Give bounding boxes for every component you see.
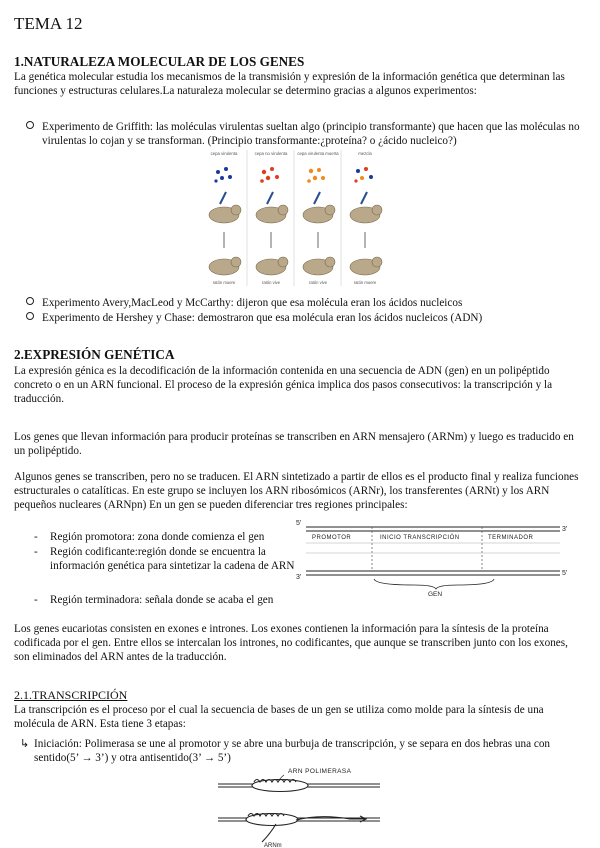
diagram-label: ARN POLIMERASA <box>288 768 352 775</box>
strand-end-label: 3' <box>296 574 302 581</box>
bullet-circle-icon <box>26 312 34 320</box>
region-guides <box>306 543 560 553</box>
section-2-paragraph: La expresión génica es la decodificación de la información contenida en una secuencia de ADN (gen) en un polipéptido concreto o en un ARN funcional. El proceso de la expresión génica implica dos pasos consecutivos: la transcripción y la traducción. <box>14 365 553 406</box>
region-text: Región terminadora: señala donde se acaba el gen <box>50 594 274 606</box>
bullet-text: Experimento Avery,MacLeod y McCarthy: dijeron que esa molécula eran los ácidos nucleicos <box>42 297 463 309</box>
diagram-label: ARNm <box>264 843 282 848</box>
bullet-avery <box>26 296 586 310</box>
section-2-1-paragraph: La transcripción es el proceso por el cual la secuencia de bases de un gen se utiliza como molde para la síntesis de una molécula de ARN. Esta tiene 3 etapas: <box>14 704 544 731</box>
figure-label: cepa virulenta <box>210 151 238 156</box>
section-2-heading: 2.EXPRESIÓN GENÉTICA <box>14 347 175 362</box>
figure-label: cepa no virulenta <box>254 151 288 156</box>
gene-region-label: PROMOTOR <box>312 535 352 541</box>
syringe-icons <box>220 192 367 204</box>
gene-brace <box>374 579 494 589</box>
gene-region-label: INICIO TRANSCRIPCIÓN <box>380 535 460 541</box>
figure-label: mezcla <box>358 151 372 156</box>
section-2-1-heading: 2.1.TRANSCRIPCIÓN <box>14 688 128 702</box>
section-1-intro: La genética molecular estudia los mecanismos de la transmisión y expresión de la información genética que determinan las funciones y estructuras celulares.La naturaleza molecular se determino gracias a algunos experimentos: <box>14 71 565 98</box>
section-2-paragraph: Algunos genes se transcriben, pero no se traducen. El ARN sintetizado a partir de ellos es el producto final y realiza funciones estructurales o catalíticas. En este grupo se incluyen los ARN ribosómicos (ARNr), los transferentes (ARNt) y los ARN pequeños nucleares (ARNpn) En un gen se pueden diferenciar tres regiones principales: <box>14 471 579 512</box>
figure-outcome: ratón vive <box>261 280 281 285</box>
section-2-paragraph: Los genes eucariotas consisten en exones e intrones. Los exones contienen la información para la síntesis de la proteína codificada por el gen. Entre ellos se intercalan los intrones, no codificantes, que aunque se transcriben junto con los exones, son eliminados del ARN antes de la traducción. <box>14 623 568 664</box>
bullet-text: Experimento de Hershey y Chase: demostraron que esa molécula eran los ácidos nucleicos (ADN) <box>42 312 483 324</box>
section-1-heading: 1.NATURALEZA MOLECULAR DE LOS GENES <box>14 54 305 69</box>
strand-end-label: 3' <box>562 526 568 533</box>
bacteria-mixed <box>354 167 373 183</box>
mice-injected <box>209 205 382 223</box>
transcription-diagram <box>210 764 390 848</box>
strand-end-label: 5' <box>562 570 568 577</box>
gene-diagram <box>294 517 574 597</box>
strand-end-label: 5' <box>296 520 302 527</box>
bullet-text: Experimento de Griffith: las moléculas virulentas sueltan algo (principio transformante) que hacen que las moléculas no virulentas lo cojan y se transforman. (Principio transformante:¿proteína? o ¿ácido nucleico?) <box>42 121 580 148</box>
bullet-hershey <box>26 311 586 325</box>
region-item <box>34 545 302 589</box>
griffith-figure <box>200 148 390 288</box>
gene-region-label: TERMINADOR <box>488 535 534 541</box>
step-marker: ↳ <box>20 738 30 750</box>
arrow-down-icons <box>224 232 365 248</box>
bullet-circle-icon <box>26 121 34 129</box>
region-boundaries <box>372 527 482 571</box>
dash-marker: - <box>34 594 38 606</box>
dash-marker: - <box>34 531 38 543</box>
bullet-circle-icon <box>26 297 34 305</box>
figure-label: cepa virulenta muerta <box>297 151 339 156</box>
dna-bubble-1 <box>218 780 380 792</box>
dash-marker: - <box>34 546 38 558</box>
region-text: Región promotora: zona donde comienza el gen <box>50 531 265 543</box>
bacteria-dead <box>307 168 325 183</box>
bacteria-nonvirulent <box>260 167 279 183</box>
figure-outcome: ratón muere <box>212 280 236 285</box>
bullet-griffith <box>26 120 600 148</box>
bacteria-virulent <box>214 167 232 183</box>
gene-label: GEN <box>428 591 443 597</box>
figure-outcome: ratón vive <box>308 280 328 285</box>
mice-outcome <box>209 257 382 275</box>
region-text: Región codificante:región donde se encuentra la información genética para sintetizar la cadena de ARN <box>50 546 295 573</box>
section-2-paragraph: Los genes que llevan información para producir proteínas se transcriben en ARN mensajero (ARNm) y luego es traducido en un polipéptido. <box>14 431 574 458</box>
step-text: Iniciación: Polimerasa se une al promotor y se abre una burbuja de transcripción, y se separa en dos hebras una con sentido(5’ → 3’) y otra antisentido(3’ → 5’) <box>34 738 551 765</box>
dna-bubble-2 <box>218 814 380 843</box>
figure-outcome: ratón muere <box>353 280 377 285</box>
page-title: TEMA 12 <box>14 14 83 33</box>
